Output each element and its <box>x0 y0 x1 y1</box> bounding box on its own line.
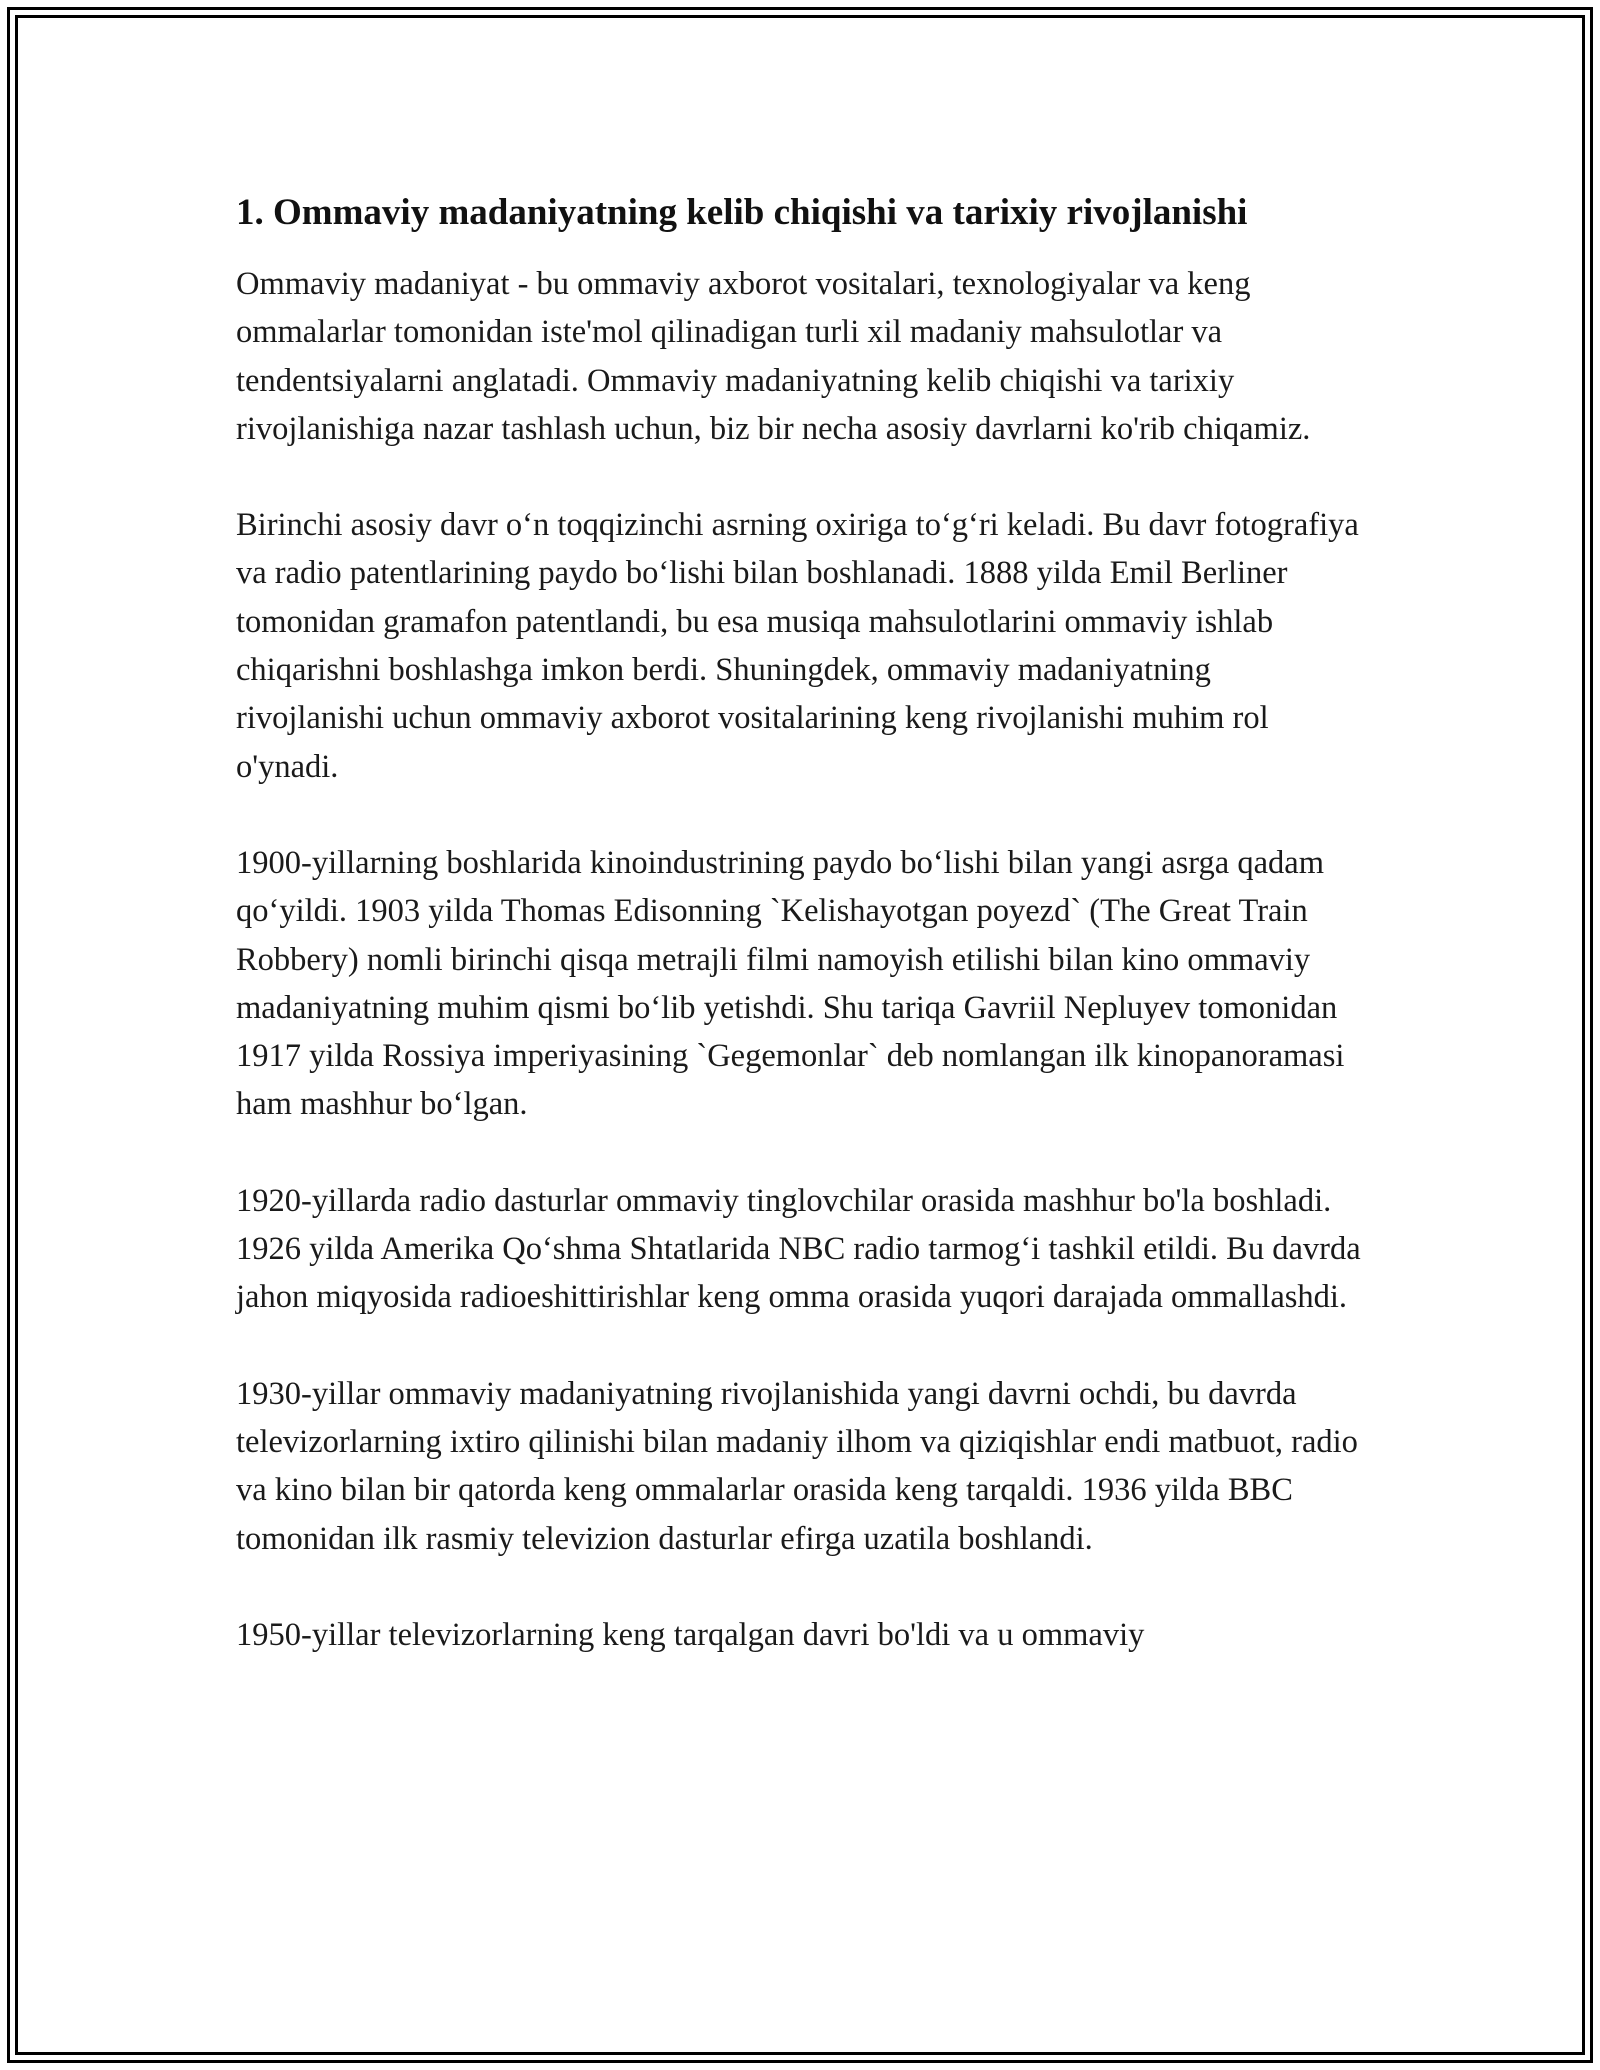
paragraph-1900s: 1900-yillarning boshlarida kinoindustrining paydo bo‘lishi bilan yangi asrga qadam qo‘yildi. 1903 yilda Thomas Edisonning `Kelishayotgan poyezd` (The Great Train Robbery) nomli birinchi qisqa metrajli filmi namoyish etilishi bilan kino ommaviy madaniyatning muhim qismi bo‘lib yetishdi. Shu tariqa Gavriil Nepluyev tomonidan 1917 yilda Rossiya imperiyasining `Gegemonlar` deb nomlangan ilk kinopanoramasi ham mashhur bo‘lgan. <box>236 844 1345 1123</box>
paragraph-first-period: Birinchi asosiy davr o‘n toqqizinchi asrning oxiriga to‘g‘ri keladi. Bu davr fotografiya va radio patentlarining paydo bo‘lishi bilan boshlanadi. 1888 yilda Emil Berliner tomonidan gramafon patentlandi, bu esa musiqa mahsulotlarini ommaviy ishlab chiqarishni boshlashga imkon berdi. Shuningdek, ommaviy madaniyatning rivojlanishi uchun ommaviy axborot vositalarining keng rivojlanishi muhim rol o'ynadi. <box>236 507 1359 785</box>
paragraph-1930s: 1930-yillar ommaviy madaniyatning rivojlanishida yangi davrni ochdi, bu davrda televizorlarning ixtiro qilinishi bilan madaniy ilhom va qiziqishlar endi matbuot, radio va kino bilan bir qatorda keng ommalarlar orasida keng tarqaldi. 1936 yilda BBC tomonidan ilk rasmiy televizion dasturlar efirga uzatila boshlandi. <box>236 1375 1358 1557</box>
section-heading: 1. Ommaviy madaniyatning kelib chiqishi va tarixiy rivojlanishi <box>236 192 1248 233</box>
document-body <box>236 186 1366 1707</box>
paragraph-intro: Ommaviy madaniyat - bu ommaviy axborot vositalari, texnologiyalar va keng ommalarlar tomonidan iste'mol qilinadigan turli xil madaniy mahsulotlar va tendentsiyalarni anglatadi. Ommaviy madaniyatning kelib chiqishi va tarixiy rivojlanishiga nazar tashlash uchun, biz bir necha asosiy davrlarni ko'rib chiqamiz. <box>236 266 1311 447</box>
paragraph-1920s: 1920-yillarda radio dasturlar ommaviy tinglovchilar orasida mashhur bo'la boshladi. 1926 yilda Amerika Qo‘shma Shtatlarida NBC radio tarmog‘i tashkil etildi. Bu davrda jahon miqyosida radioeshittirishlar keng omma orasida yuqori darajada ommallashdi. <box>236 1182 1361 1316</box>
paragraph-1950s: 1950-yillar televizorlarning keng tarqalgan davri bo'ldi va u ommaviy <box>236 1616 1145 1653</box>
